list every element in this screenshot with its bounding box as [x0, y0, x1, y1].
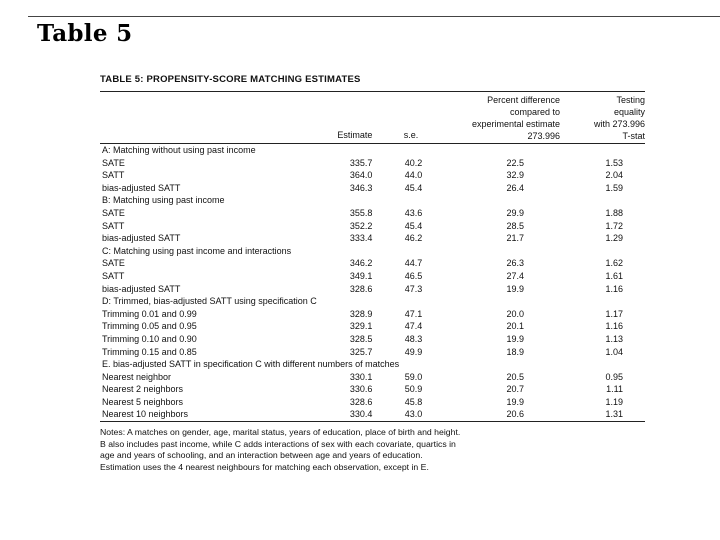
cell-percent-difference: 26.4 — [506, 182, 525, 193]
cell-percent-difference: 28.5 — [506, 220, 525, 231]
section-heading: D: Trimmed, bias-adjusted SATT using specification C — [102, 296, 317, 307]
cell-se: 44.0 — [404, 170, 423, 181]
row-label: SATE — [102, 258, 125, 269]
cell-t-stat: 1.16 — [605, 321, 623, 332]
table-row — [100, 371, 645, 384]
cell-estimate: 355.8 — [349, 207, 373, 218]
cell-estimate: 346.3 — [349, 182, 373, 193]
row-label: Trimming 0.15 and 0.85 — [102, 346, 197, 357]
row-label: bias-adjusted SATT — [102, 283, 181, 294]
cell-estimate: 328.6 — [349, 283, 373, 294]
cell-estimate: 335.7 — [349, 157, 373, 168]
table-row — [100, 232, 645, 245]
cell-se: 47.3 — [404, 283, 423, 294]
table-row — [100, 408, 645, 421]
table-row — [100, 207, 645, 220]
table-row — [100, 396, 645, 409]
cell-percent-difference: 22.5 — [506, 157, 525, 168]
header-t-line: with 273.996 — [593, 119, 645, 129]
table-row — [100, 169, 645, 182]
cell-estimate: 330.6 — [349, 384, 373, 395]
cell-se: 44.7 — [404, 258, 423, 269]
table-row — [100, 283, 645, 296]
row-label: Nearest 5 neighbors — [102, 396, 184, 407]
cell-t-stat: 1.61 — [605, 270, 623, 281]
cell-estimate: 352.2 — [349, 220, 373, 231]
section-heading-row — [100, 194, 645, 207]
table-row — [100, 182, 645, 195]
section-heading-row — [100, 144, 645, 157]
section-heading-row — [100, 295, 645, 308]
cell-se: 45.8 — [404, 396, 423, 407]
row-label: Nearest 10 neighbors — [102, 409, 189, 420]
cell-percent-difference: 20.6 — [506, 409, 525, 420]
cell-estimate: 330.4 — [349, 409, 373, 420]
cell-se: 47.4 — [404, 321, 423, 332]
header-se: s.e. — [403, 130, 419, 141]
table-notes — [100, 427, 645, 473]
cell-se: 59.0 — [404, 371, 423, 382]
cell-estimate: 333.4 — [349, 233, 373, 244]
row-label: SATT — [102, 170, 125, 181]
header-label-blank — [100, 92, 317, 143]
cell-t-stat: 1.29 — [605, 233, 623, 244]
table-row — [100, 333, 645, 346]
cell-se: 43.0 — [404, 409, 423, 420]
slide-title: Table 5 — [37, 20, 133, 47]
table-row — [100, 157, 645, 170]
section-heading: C: Matching using past income and interactions — [102, 245, 292, 256]
cell-t-stat: 1.04 — [605, 346, 623, 357]
table-figure — [100, 74, 645, 473]
row-label: SATE — [102, 207, 125, 218]
header-t-line: T-stat — [622, 131, 645, 141]
cell-percent-difference: 21.7 — [506, 233, 525, 244]
cell-se: 40.2 — [404, 157, 423, 168]
note-line: Estimation uses the 4 nearest neighbours for matching each observation, except in E. — [100, 461, 429, 472]
table-row — [100, 220, 645, 233]
row-label: Trimming 0.05 and 0.95 — [102, 321, 197, 332]
section-heading-row — [100, 358, 645, 371]
row-label: Nearest neighbor — [102, 371, 172, 382]
cell-se: 46.2 — [404, 233, 423, 244]
header-percent-difference — [428, 92, 560, 143]
cell-percent-difference: 19.9 — [506, 333, 525, 344]
table-row — [100, 346, 645, 359]
cell-se: 45.4 — [404, 220, 423, 231]
cell-t-stat: 1.17 — [605, 308, 623, 319]
row-label: Nearest 2 neighbors — [102, 384, 184, 395]
cell-percent-difference: 20.1 — [506, 321, 525, 332]
top-divider — [28, 16, 720, 17]
row-label: bias-adjusted SATT — [102, 182, 181, 193]
cell-percent-difference: 19.9 — [506, 283, 525, 294]
row-label: SATT — [102, 270, 125, 281]
cell-se: 43.6 — [404, 207, 423, 218]
cell-estimate: 329.1 — [349, 321, 373, 332]
table-row — [100, 383, 645, 396]
cell-se: 47.1 — [404, 308, 423, 319]
section-heading-row — [100, 245, 645, 258]
cell-percent-difference: 18.9 — [506, 346, 525, 357]
header-t-line: Testing — [616, 95, 645, 105]
cell-t-stat: 0.95 — [605, 371, 623, 382]
cell-estimate: 328.9 — [349, 308, 373, 319]
cell-estimate: 328.5 — [349, 333, 373, 344]
cell-t-stat: 2.04 — [605, 170, 623, 181]
row-label: Trimming 0.01 and 0.99 — [102, 308, 197, 319]
cell-t-stat: 1.16 — [605, 283, 623, 294]
cell-estimate: 325.7 — [349, 346, 373, 357]
note-line: age and years of schooling, and an interaction between age and years of education. — [100, 450, 423, 461]
row-label: SATT — [102, 220, 125, 231]
table-bottom-rule — [100, 421, 645, 422]
cell-percent-difference: 20.0 — [506, 308, 525, 319]
table-header-row — [100, 92, 645, 143]
cell-estimate: 328.6 — [349, 396, 373, 407]
header-estimate: Estimate — [337, 130, 373, 141]
cell-t-stat: 1.31 — [605, 409, 623, 420]
header-testing-equality — [560, 92, 645, 143]
cell-percent-difference: 29.9 — [506, 207, 525, 218]
estimates-table — [100, 92, 645, 421]
cell-se: 49.9 — [404, 346, 423, 357]
cell-t-stat: 1.13 — [605, 333, 623, 344]
row-label: bias-adjusted SATT — [102, 233, 181, 244]
header-t-line: equality — [613, 107, 645, 117]
row-label: Trimming 0.10 and 0.90 — [102, 333, 197, 344]
cell-percent-difference: 27.4 — [506, 270, 525, 281]
cell-percent-difference: 19.9 — [506, 396, 525, 407]
note-line: Notes: A matches on gender, age, marital status, years of education, place of birth and height. — [100, 427, 461, 438]
cell-percent-difference: 20.7 — [506, 384, 525, 395]
cell-estimate: 364.0 — [349, 170, 373, 181]
cell-estimate: 346.2 — [349, 258, 373, 269]
cell-t-stat: 1.11 — [606, 384, 623, 395]
table-row — [100, 308, 645, 321]
table-row — [100, 320, 645, 333]
header-pct-line: compared to — [510, 107, 561, 117]
header-pct-line: Percent difference — [487, 95, 561, 105]
cell-se: 50.9 — [404, 384, 423, 395]
row-label: SATE — [102, 157, 125, 168]
table-row — [100, 270, 645, 283]
cell-percent-difference: 26.3 — [506, 258, 525, 269]
cell-t-stat: 1.53 — [605, 157, 623, 168]
cell-estimate: 330.1 — [349, 371, 373, 382]
cell-t-stat: 1.19 — [605, 396, 623, 407]
cell-estimate: 349.1 — [349, 270, 373, 281]
cell-t-stat: 1.72 — [605, 220, 623, 231]
table-body — [100, 144, 645, 421]
note-line: B also includes past income, while C adds interactions of sex with each covariate, quartics in — [100, 438, 456, 449]
cell-percent-difference: 20.5 — [506, 371, 525, 382]
cell-se: 48.3 — [404, 333, 423, 344]
table-row — [100, 257, 645, 270]
header-pct-line: experimental estimate — [472, 119, 561, 129]
cell-se: 45.4 — [404, 182, 423, 193]
section-heading: A: Matching without using past income — [102, 145, 256, 155]
cell-t-stat: 1.59 — [605, 182, 623, 193]
cell-percent-difference: 32.9 — [506, 170, 525, 181]
cell-se: 46.5 — [404, 270, 423, 281]
header-pct-line: 273.996 — [527, 131, 561, 141]
cell-t-stat: 1.88 — [605, 207, 623, 218]
cell-t-stat: 1.62 — [605, 258, 623, 269]
section-heading: B: Matching using past income — [102, 195, 225, 206]
table-title: TABLE 5: PROPENSITY-SCORE MATCHING ESTIMATES — [100, 74, 361, 85]
section-heading: E. bias-adjusted SATT in specification C with different numbers of matches — [102, 359, 400, 370]
